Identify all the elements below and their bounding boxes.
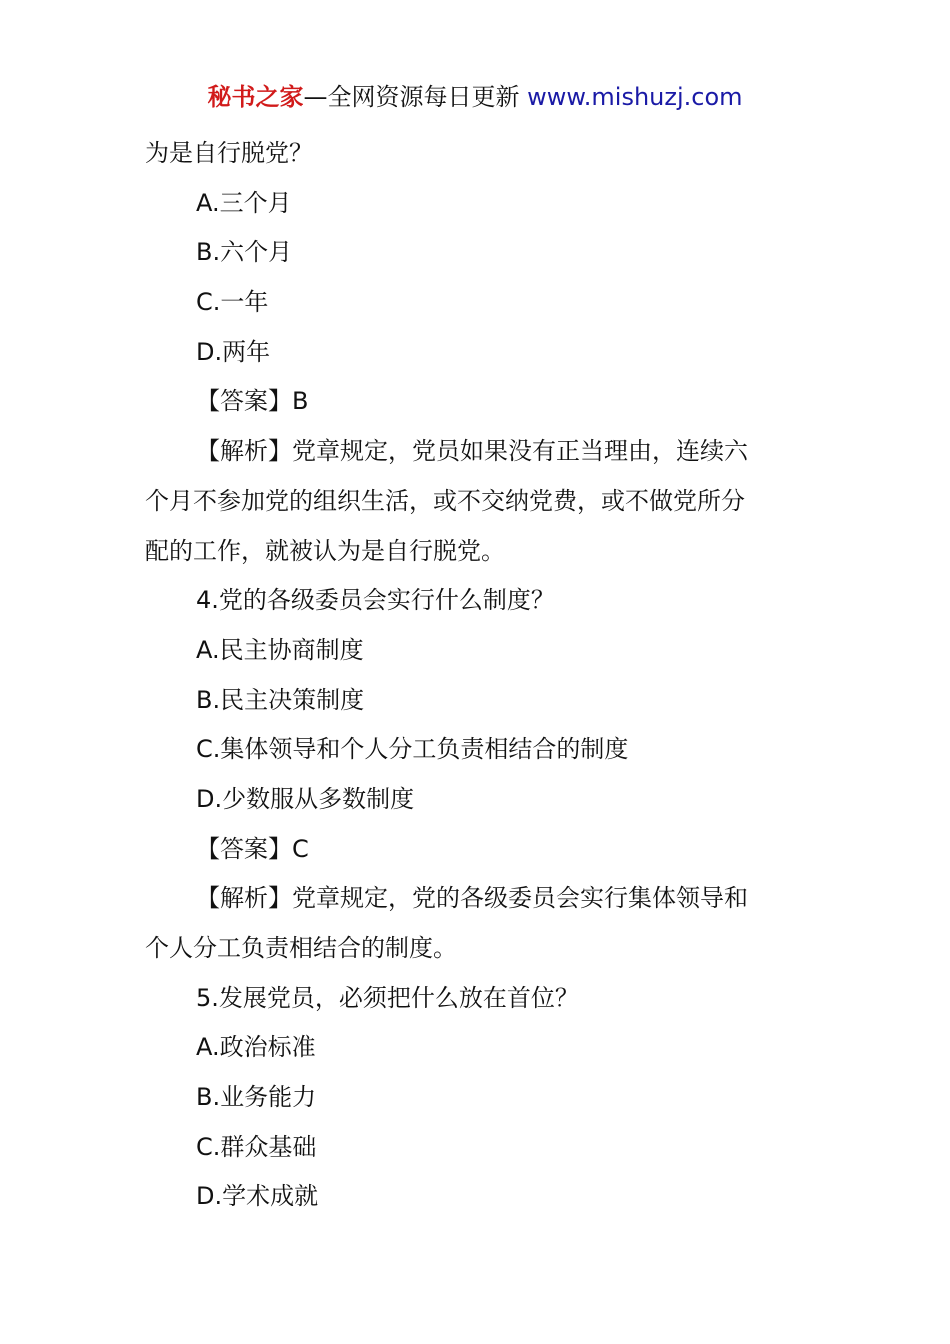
option-d: D.学术成就 bbox=[196, 1182, 319, 1211]
option-a: A.政治标准 bbox=[196, 1033, 316, 1062]
question-continuation: 为是自行脱党？ bbox=[145, 139, 313, 167]
header-url-link[interactable]: www.mishuzj.com bbox=[527, 83, 743, 111]
explanation-line: 配的工作，就被认为是自行脱党。 bbox=[145, 536, 505, 565]
option-c: C.集体领导和个人分工负责相结合的制度 bbox=[196, 735, 629, 764]
option-c: C.群众基础 bbox=[196, 1132, 317, 1161]
answer-line: 【答案】C bbox=[196, 834, 309, 863]
explanation-line: 个人分工负责相结合的制度。 bbox=[145, 934, 457, 962]
option-b: B.业务能力 bbox=[196, 1083, 317, 1112]
answer-line: 【答案】B bbox=[196, 387, 309, 416]
page-header bbox=[0, 80, 950, 114]
option-d: D.少数服从多数制度 bbox=[196, 784, 415, 813]
option-a: A.三个月 bbox=[196, 188, 292, 217]
question-5: 5.发展党员，必须把什么放在首位？ bbox=[196, 983, 579, 1012]
document-body bbox=[145, 129, 810, 1222]
option-b: B.六个月 bbox=[196, 238, 293, 267]
explanation-line: 个月不参加党的组织生活，或不交纳党费，或不做党所分 bbox=[145, 486, 745, 515]
option-d: D.两年 bbox=[196, 337, 271, 366]
header-tagline: —全网资源每日更新 bbox=[303, 83, 528, 111]
option-c: C.一年 bbox=[196, 288, 269, 317]
question-4: 4.党的各级委员会实行什么制度？ bbox=[196, 586, 555, 615]
explanation-line: 【解析】党章规定，党的各级委员会实行集体领导和 bbox=[196, 884, 748, 913]
option-a: A.民主协商制度 bbox=[196, 635, 364, 664]
brand-name: 秘书之家 bbox=[207, 83, 304, 111]
option-b: B.民主决策制度 bbox=[196, 685, 365, 714]
explanation-line: 【解析】党章规定，党员如果没有正当理由，连续六 bbox=[196, 437, 748, 466]
